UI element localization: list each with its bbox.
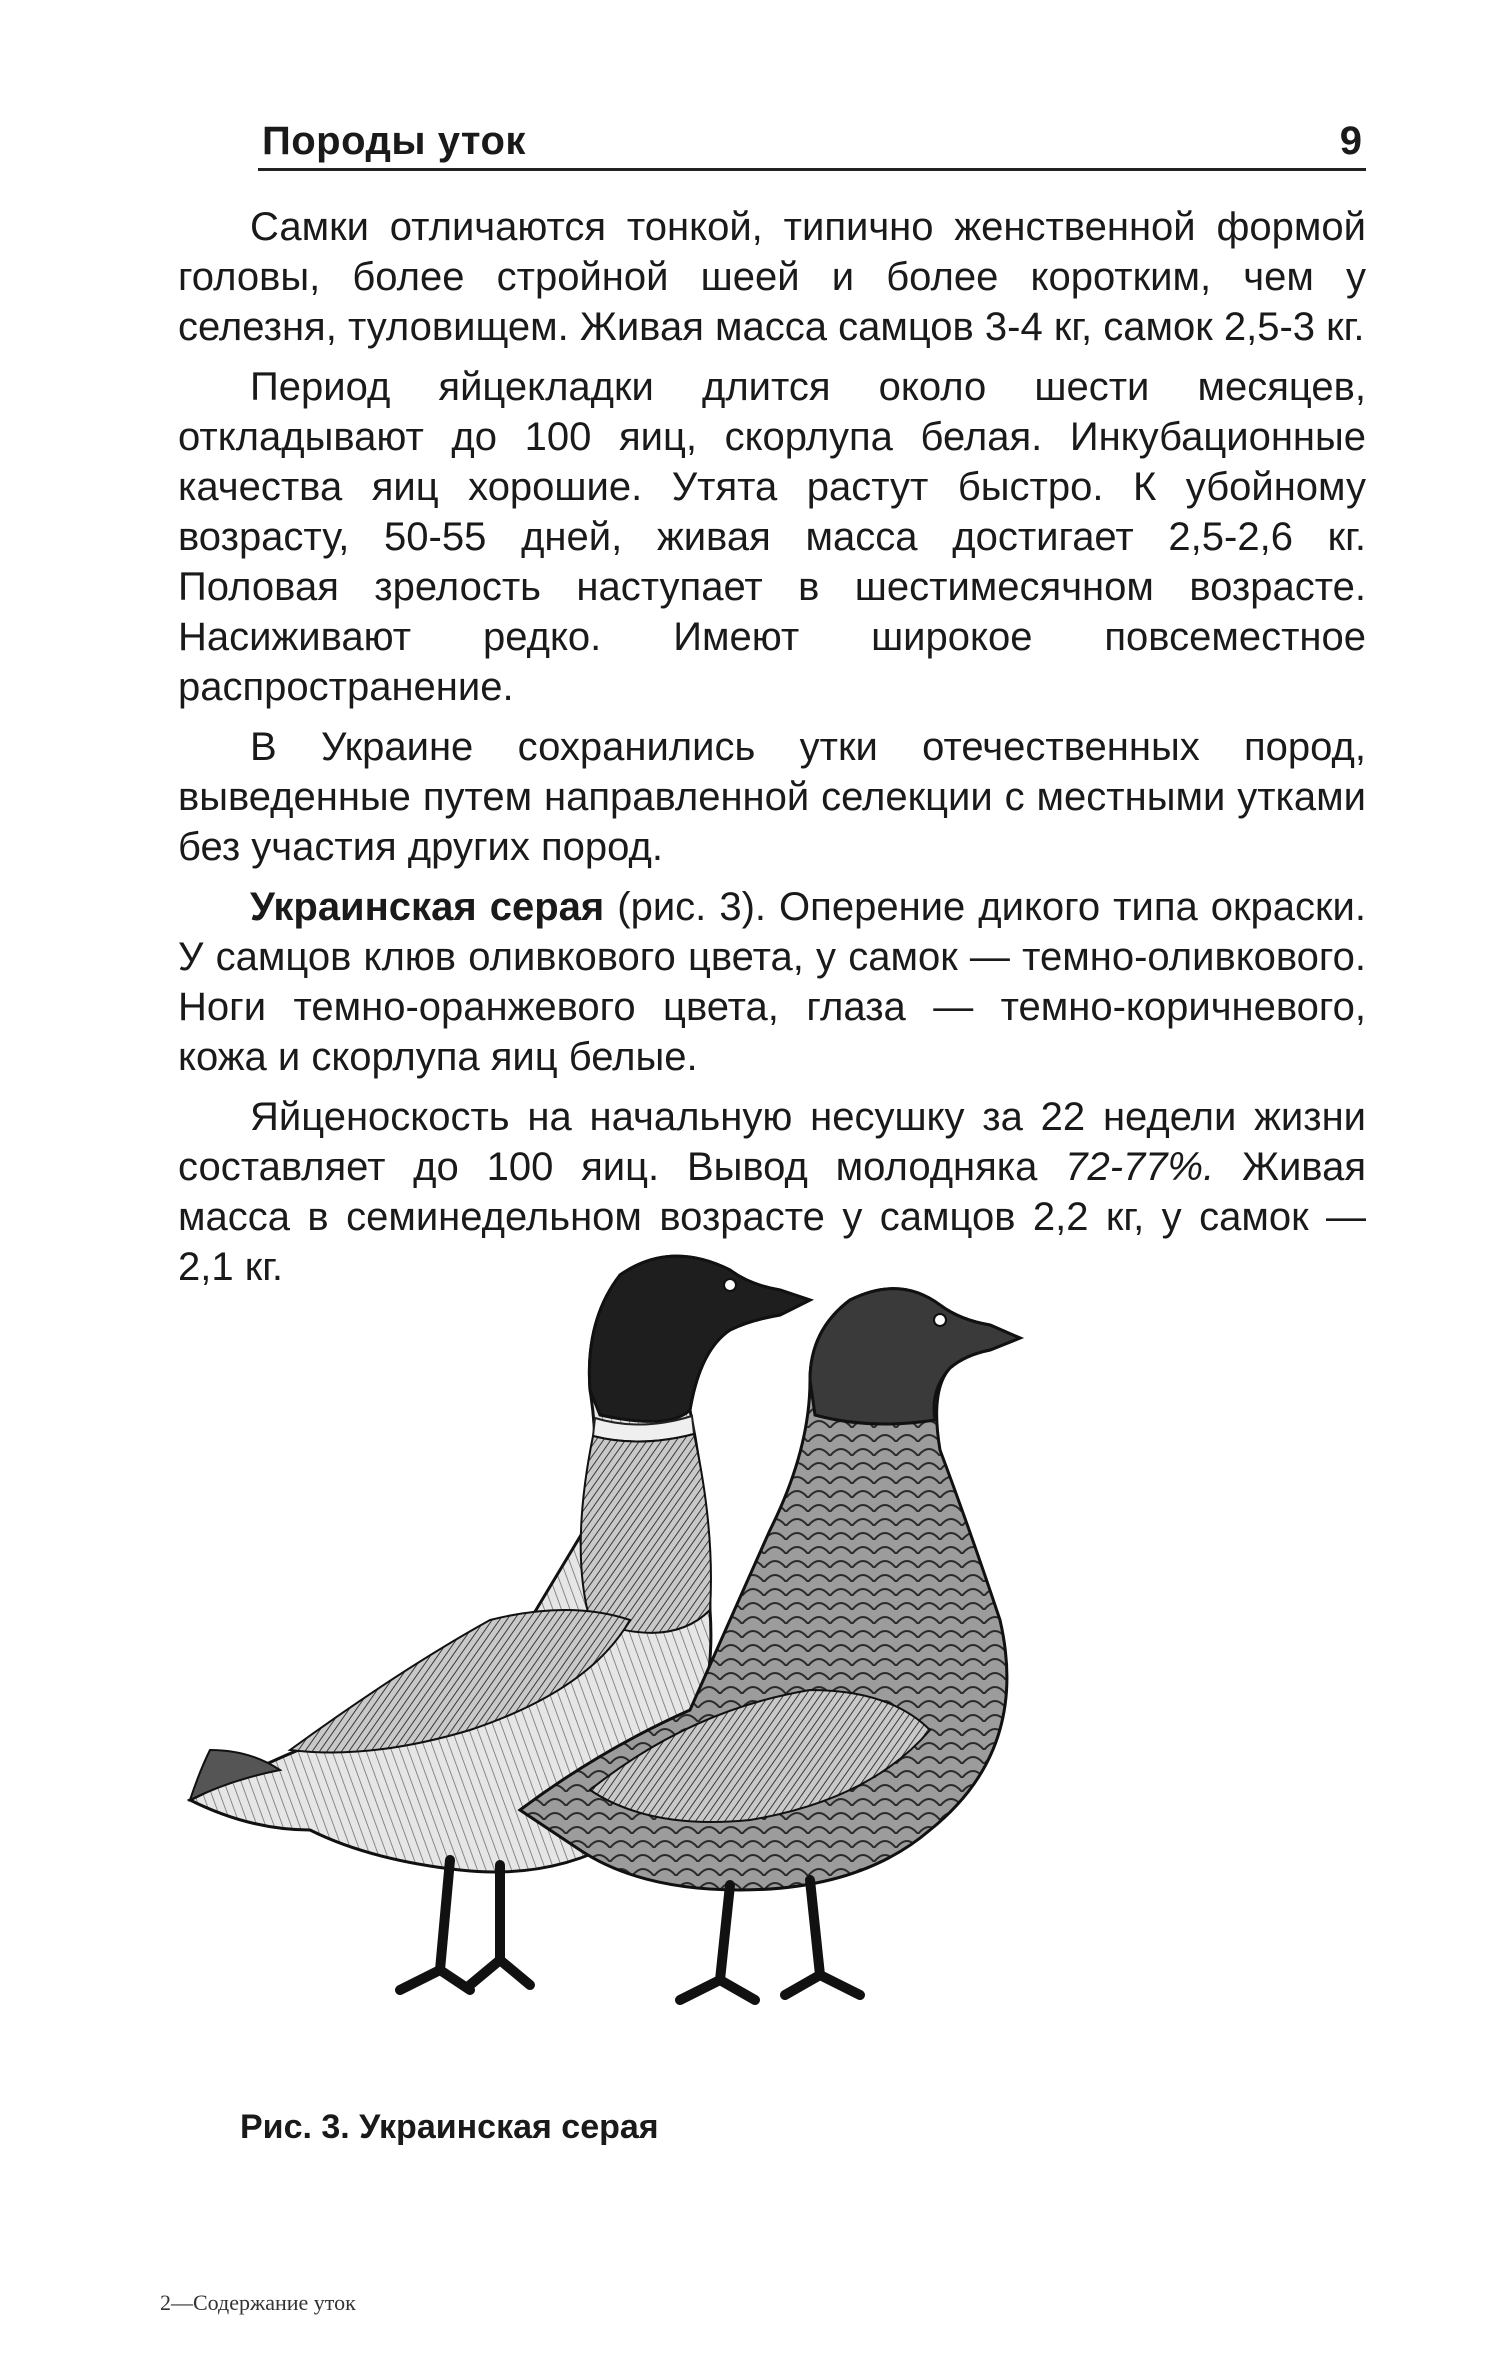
breed-description: (рис. 3). Оперение дикого типа окраски. У самцов клюв оливкового цвета, у самок — темно-оливкового. Ноги темно-оранжевого цвета, глаза — темно-коричневого, кожа и скорлупа яиц белые. bbox=[178, 885, 1366, 1079]
productivity-start: Яйценоскость на начальную несушку за 22 недели жизни составляет до 100 яиц. Вывод молодняка bbox=[178, 1095, 1366, 1189]
productivity-end: Живая масса в семинедельном возрасте у самцов 2,2 кг, у самок — 2,1 кг. bbox=[178, 1145, 1366, 1289]
paragraph-breed bbox=[178, 882, 1366, 1082]
paragraph-females: Самки отличаются тонкой, типично женственной формой головы, более стройной шеей и более коротким, чем у селезня, туловищем. Живая масса самцов 3-4 кг, самок 2,5-3 кг. bbox=[178, 205, 1366, 349]
signature-mark: 2—Содержание уток bbox=[160, 2290, 356, 2315]
figure-caption: Рис. 3. Украинская серая bbox=[240, 2108, 659, 2146]
paragraph-laying: Период яйцекладки длится около шести месяцев, откладывают до 100 яиц, скорлупа белая. Инкубационные качества яиц хорошие. Утята растут быстро. К убойному возрасту, 50-55 дней, живая масса достигает 2,5-2,6 кг. Половая зрелость наступает в шестимесячном возрасте. Насиживают редко. Имеют широкое повсеместное распространение. bbox=[178, 365, 1366, 709]
breed-name: Украинская серая bbox=[250, 885, 605, 929]
ducks-illustration bbox=[170, 1190, 1370, 2090]
paragraph-ukraine: В Украине сохранились утки отечественных пород, выведенные путем направленной селекции с местными утками без участия других пород. bbox=[178, 725, 1366, 869]
running-head bbox=[258, 104, 1366, 171]
hatch-rate: 72-77%. bbox=[1065, 1145, 1215, 1189]
figure-ducks bbox=[170, 1190, 1370, 2090]
body-text bbox=[178, 202, 1366, 1302]
running-head-title: Породы уток bbox=[262, 119, 526, 163]
page-number: 9 bbox=[1339, 119, 1362, 163]
